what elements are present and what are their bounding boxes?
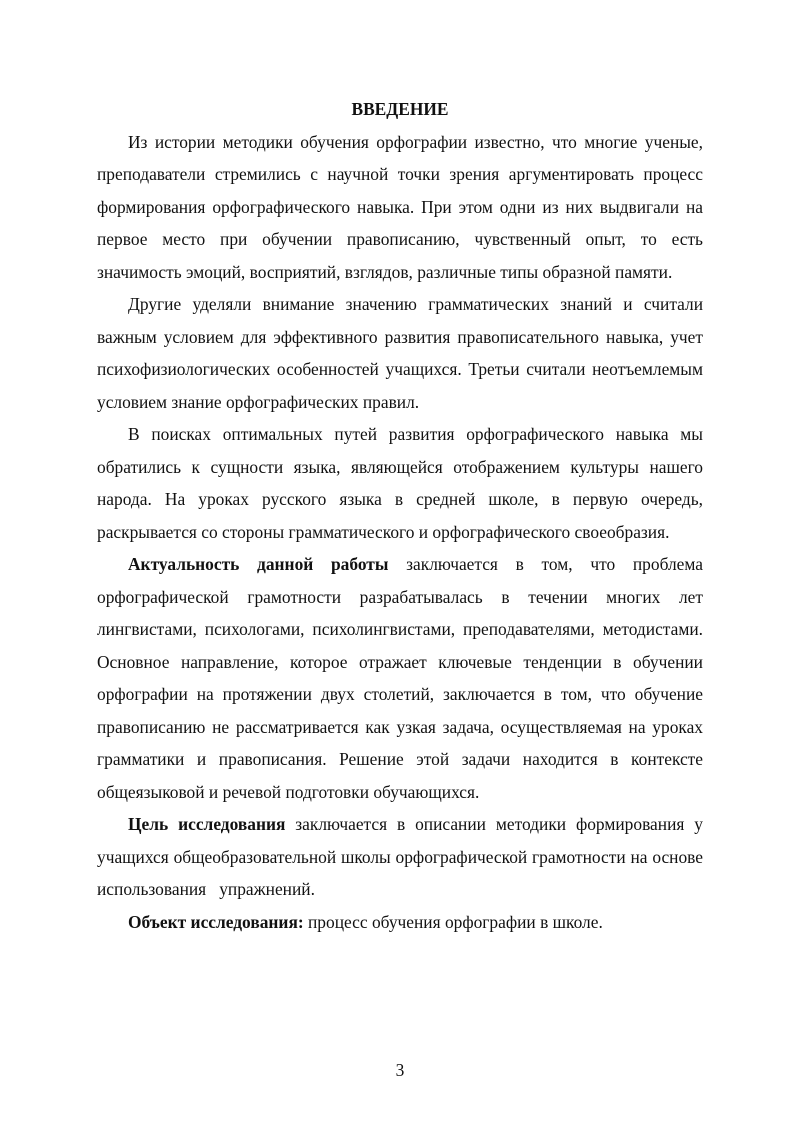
paragraph-grammar: [97, 288, 703, 418]
paragraph-text: процесс обучения орфографии в школе.: [303, 911, 603, 932]
paragraph-text: Из истории методики обучения орфографии известно, что многие ученые, преподаватели стремились с научной точки зрения аргументировать процесс формирования орфографического навыка. При этом одни из них выдвигали на первое место при обучении правописанию, чувственный опыт, то есть значимость эмоций, восприятий, взглядов, различные типы образной памяти.: [97, 131, 703, 282]
paragraph-text: заключается в том, что проблема орфографической грамотности разрабатывалась в течении многих лет лингвистами, психологами, психолингвистами, преподавателями, методистами. Основное направление, которое отражает ключевые тенденции в обучении орфографии на протяжении двух столетий, заключается в том, что обучение правописанию не рассматривается как узкая задача, осуществляемая на уроках грамматики и правописания. Решение этой задачи находится в контексте общеязыковой и речевой подготовки обучающихся.: [97, 554, 703, 802]
document-page: [97, 93, 708, 938]
paragraph-lead: Актуальность данной работы: [128, 554, 389, 574]
paragraph-text: В поисках оптимальных путей развития орфографического навыка мы обратились к сущности языка, являющейся отображением культуры нашего народа. На уроках русского языка в средней школе, в первую очередь, раскрывается со стороны грамматического и орфографического своеобразия.: [97, 424, 703, 542]
paragraph-lead: Объект исследования:: [128, 911, 304, 932]
paragraph-text: Другие уделяли внимание значению грамматических знаний и считали важным условием для эффективного развития правописательного навыка, учет психофизиологических особенностей учащихся. Третьи считали неотъемлемым условием знание орфографических правил.: [97, 294, 703, 412]
paragraph-search: [97, 418, 703, 548]
paragraph-text: заключается в описании методики формирования у учащихся общеобразовательной школы орфографической грамотности на основе использования упражнений.: [97, 814, 708, 899]
page-number: 3: [395, 1060, 405, 1080]
paragraph-history: [97, 126, 703, 289]
paragraph-object: [97, 906, 703, 939]
paragraph-relevance: [97, 548, 703, 808]
paragraph-goal: [97, 808, 708, 906]
paragraph-lead: Цель исследования: [128, 814, 286, 834]
page-title: ВВЕДЕНИЕ: [351, 99, 449, 119]
